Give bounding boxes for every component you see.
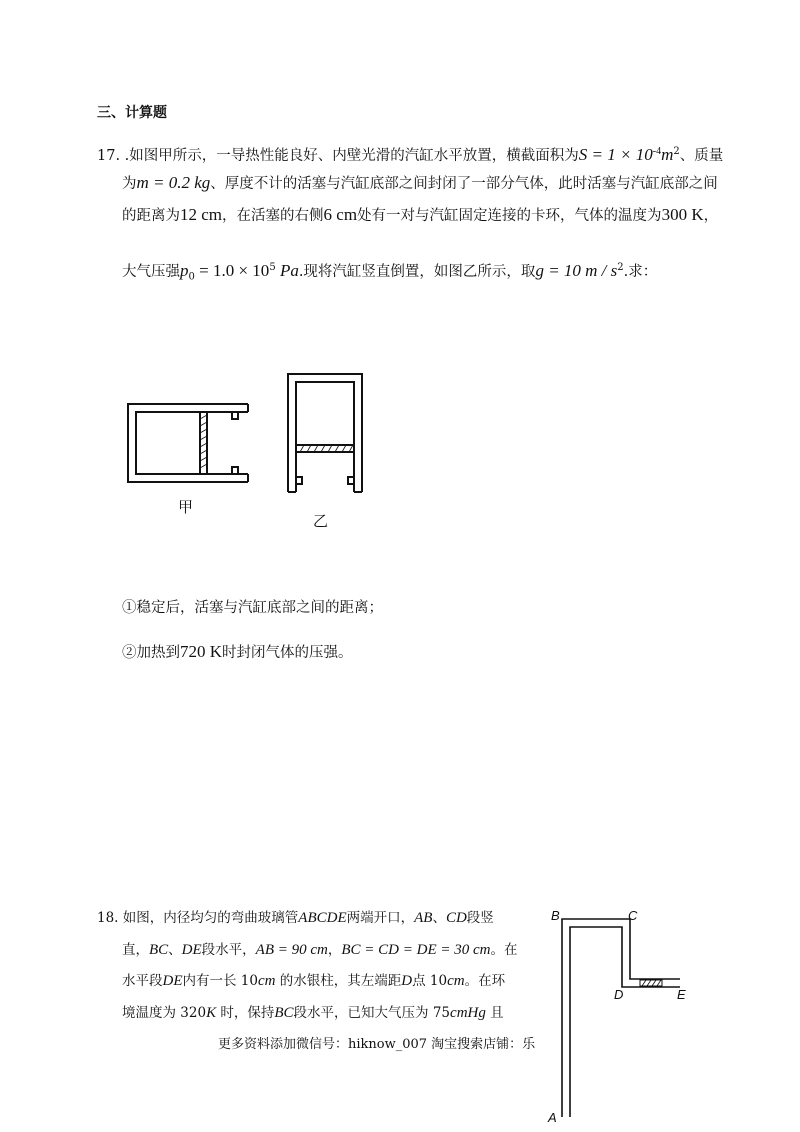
footer-note: 更多资料添加微信号：hiknow_007 淘宝搜索店铺：乐 [218,1037,536,1052]
tube-label-b: B [551,908,560,923]
tube-label-a: A [548,1110,557,1125]
q17-sub2-text-b: 时封闭气体的压强。 [222,645,353,661]
q17-text-4: 、厚度不计的活塞与汽缸底部之间封闭了一部分气体，此时活塞与汽缸底部之间 [210,176,718,192]
q18-t1d: AB [414,910,433,926]
q17-line2 [122,173,718,194]
q18-t1a: 如图，内径均匀的弯曲玻璃管 [122,910,299,926]
q18-t2b: BC [149,942,169,958]
tube-label-e: E [677,987,686,1002]
q18-t1f: CD [445,910,467,926]
q17-p0-sub: 0 [188,271,195,283]
q18-t3i: 。在环 [464,973,506,989]
tube-label-c: C [628,908,638,923]
q18-t3a: 水平段 [122,973,163,989]
q18-t4g: 且 [485,1005,504,1021]
q17-number: 17. [97,147,121,164]
q17-text-3: 为 [122,176,137,192]
q18-t3f: D [401,973,413,989]
figure-jia-caption: 甲 [178,498,194,516]
q17-area: S = 1 × 10 [578,144,653,164]
q18-t4a: 境温度为 320 [122,1005,207,1021]
q18-t3d: cm [257,973,276,989]
figure-yi-caption: 乙 [313,512,329,530]
q17-sub2 [122,642,353,663]
q18-t2h: BC = CD = DE = 30 cm [341,942,491,958]
q17-sub2-text-a: ②加热到 [122,645,180,661]
q18-number: 18. [97,910,119,926]
q17-text-11: .求： [623,263,658,280]
q17-line3 [122,205,718,226]
q18-t1e: 、 [432,910,446,926]
q18-t2d: DE [181,942,202,958]
q17-area-unit: m [661,144,674,164]
figure-jia-diagram [120,395,260,495]
q17-text-6: ，在活塞的右侧 [222,208,324,224]
q17-area-exp: -4 [652,146,662,157]
q18-t3b: DE [162,973,183,989]
q18-t4b: K [206,1005,217,1021]
q17-mass: m = 0.2 kg [136,173,211,192]
q17-temp: 300 K [661,205,704,224]
q17-g-exp: 2 [617,262,624,273]
q17-text-7: 处有一对与汽缸固定连接的卡环，气体的温度为 [357,208,662,224]
q17-text-5: 的距离为 [122,208,180,224]
q18-t2e: 段水平， [201,942,256,958]
figure-q18-tube-diagram [540,905,700,1127]
q18-line3 [122,971,505,991]
q17-text-9: 大气压强 [122,263,180,280]
q18-t1c: 两端开口， [346,910,415,926]
figure-yi-diagram [280,366,370,496]
q17-p0-sym: p [180,260,189,280]
q18-line2 [122,940,517,960]
q17-area-unit-exp: 2 [673,146,680,157]
q17-p0-exp: 5 [269,262,276,273]
q18-t2f: AB = 90 cm [255,942,328,958]
q17-p0-unit: Pa [275,260,299,280]
q17-g: g = 10 m / s [535,260,618,280]
q17-text-10: .现将汽缸竖直倒置，如图乙所示，取 [298,263,536,280]
q18-t2c: 、 [168,942,182,958]
q17-text-8: ， [703,208,719,224]
q18-t1b: ABCDE [298,910,347,926]
q17-dist: 12 cm [180,205,223,224]
q18-t1g: 段竖 [466,910,494,926]
q18-line1 [97,908,494,928]
q17-ring: 6 cm [323,205,358,224]
q18-t3h: cm [447,973,465,989]
q18-t4d: BC [274,1005,294,1021]
q17-text-1: .如图甲所示，一导热性能良好、内壁光滑的汽缸水平放置，横截面积为 [124,147,579,164]
q18-t4f: cmHg [450,1005,486,1021]
q17-sub1: ①稳定后，活塞与汽缸底部之间的距离； [122,600,383,616]
q17-text-2: 、质量 [679,147,724,164]
q18-t2i: 。在 [490,942,518,958]
q17-p0-val: = 1.0 × 10 [194,260,270,280]
q18-t2a: 直， [122,942,149,958]
q18-t4e: 段水平，已知大气压为 75 [293,1005,451,1021]
q18-t3c: 内有一长 10 [182,973,258,989]
tube-label-d: D [614,987,624,1002]
q18-t3g: 点 10 [412,973,448,989]
q18-t4c: 时，保持 [216,1005,275,1021]
q17-sub2-val: 720 K [180,642,223,661]
section-title: 三、计算题 [97,105,167,121]
q18-t2g: ， [327,942,342,958]
q17-line1 [97,142,723,166]
q17-line4 [122,258,657,288]
q18-line4 [122,1003,504,1023]
q18-t3e: 的水银柱，其左端距 [275,973,402,989]
